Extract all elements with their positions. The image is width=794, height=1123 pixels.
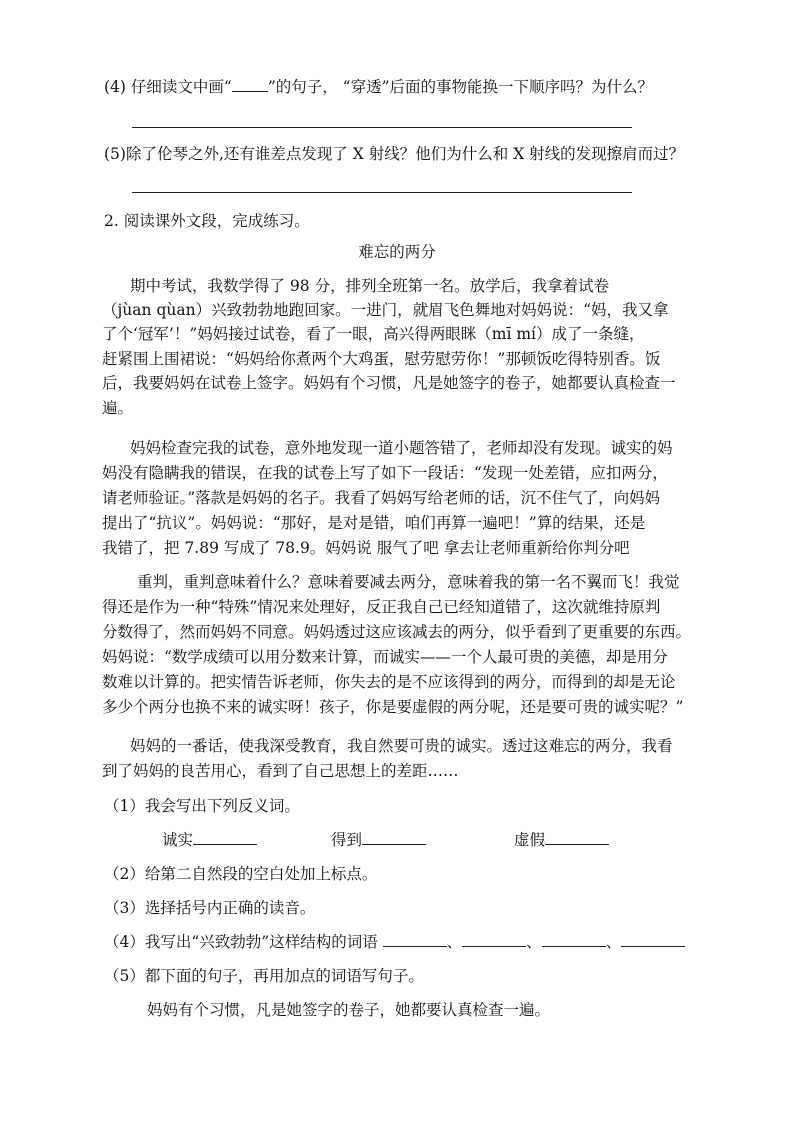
antonym-word-1: 诚实 [162, 831, 194, 849]
p3-line-4: 妈妈说：“数学成绩可以用分数来计算，而诚实——一个人最可贵的美德，却是用分 [102, 648, 668, 666]
word-blank-3[interactable] [542, 932, 606, 947]
question-2-1: （1）我会写出下列反义词。 [104, 797, 300, 815]
p1-line-3: 了个‘冠军’！”妈妈接过试卷，看了一眼，高兴得两眼眯（mī mí）成了一条缝， [102, 325, 645, 343]
p1-line-2: （jùan qùan）兴致勃勃地跑回家。一进门，就眉飞色舞地对妈妈说：“妈，我又拿 [102, 301, 669, 319]
answer-line-q4[interactable] [132, 127, 632, 128]
p3-line-5: 数难以计算的。把实情告诉老师，你失去的是不应该得到的两分，而得到的却是无论 [102, 673, 676, 691]
p3-line-2: 得还是作为一种“特殊”情况来处理好，反正我自己已经知道错了，这次就维持原判 [102, 598, 661, 616]
p2-line-2: 妈没有隐瞒我的错误，在我的试卷上写了如下一段话：“发现一处差错，应扣两分， [102, 464, 668, 482]
question-4-text-a: (4) 仔细读文中画“ [104, 78, 232, 96]
question-4-underline-blank [232, 77, 268, 92]
separator-1: 、 [446, 933, 463, 951]
section-2-heading: 2. 阅读课外文段，完成练习。 [104, 212, 310, 230]
question-2-3: （3）选择括号内正确的读音。 [104, 899, 316, 917]
p2-line-1: 妈妈检查完我的试卷，意外地发现一道小题答错了，老师却没有发现。诚实的妈 [130, 439, 673, 457]
separator-2: 、 [526, 933, 542, 951]
question-4 [104, 76, 653, 98]
word-blank-4[interactable] [621, 932, 685, 947]
antonym-row-3 [514, 829, 609, 851]
answer-line-q5[interactable] [132, 192, 632, 193]
p4-line-1: 妈妈的一番话，使我深受教育，我自然要可贵的诚实。透过这难忘的两分，我看 [130, 737, 673, 755]
question-2-5: （5）都下面的句子，再用加点的词语写句子。 [104, 967, 424, 985]
question-4-text-b: ”的句子， “穿透”后面的事物能换一下顺序吗？为什么？ [267, 78, 654, 96]
question-2-2: （2）给第二自然段的空白处加上标点。 [104, 865, 378, 883]
p1-line-4: 赶紧围上围裙说：“妈妈给你煮两个大鸡蛋，慰劳慰劳你！”那顿饭吃得特别香。饭 [102, 350, 661, 368]
antonym-blank-1[interactable] [193, 830, 257, 845]
antonym-blank-3[interactable] [545, 830, 609, 845]
antonym-word-2: 得到 [331, 831, 363, 849]
passage-title: 难忘的两分 [358, 243, 436, 261]
antonym-row-2 [331, 829, 426, 851]
p3-line-6: 多少个两分也换不来的诚实呀！孩子，你是要虚假的两分呢，还是要可贵的诚实呢？” [102, 698, 684, 716]
question-2-4 [104, 931, 685, 953]
antonym-blank-2[interactable] [362, 830, 426, 845]
question-2-4-text: （4）我写出“兴致勃勃”这样结构的词语 [104, 933, 378, 951]
question-5: (5)除了伦琴之外,还有谁差点发现了 X 射线？他们为什么和 X 射线的发现擦肩而过？ [104, 145, 685, 163]
p2-line-4: 提出了“抗议”。妈妈说：“那好，是对是错，咱们再算一遍吧！”算的结果，还是 [102, 514, 646, 532]
p2-line-5: 我错了，把 7.89 写成了 78.9。妈妈说 服气了吧 拿去让老师重新给你判分吧 [102, 539, 630, 557]
antonym-word-3: 虚假 [514, 831, 546, 849]
p1-line-6: 遍。 [102, 399, 134, 417]
separator-3: 、 [605, 933, 622, 951]
question-2-5-sentence: 妈妈有个习惯，凡是她签字的卷子，她都要认真检查一遍。 [147, 1001, 551, 1019]
p2-line-3: 请老师验证。”落款是妈妈的名子。我看了妈妈写给老师的话，沉不住气了，向妈妈 [102, 489, 661, 507]
antonym-row [162, 829, 257, 851]
p1-line-5: 后，我要妈妈在试卷上签字。妈妈有个习惯，凡是她签字的卷子，她都要认真检查一 [102, 374, 676, 392]
word-blank-2[interactable] [462, 932, 526, 947]
p3-line-3: 分数得了，然而妈妈不同意。妈妈透过这应该减去的两分，似乎看到了更重要的东西。 [102, 623, 692, 641]
word-blank-1[interactable] [383, 932, 447, 947]
p3-line-1: 重判，重判意味着什么？意味着要减去两分，意味着我的第一名不翼而飞！我觉 [137, 573, 680, 591]
p1-line-1: 期中考试，我数学得了 98 分，排列全班第一名。放学后，我拿着试卷 [130, 277, 610, 295]
p4-line-2: 到了妈妈的良苦用心，看到了自己思想上的差距…… [102, 762, 459, 780]
